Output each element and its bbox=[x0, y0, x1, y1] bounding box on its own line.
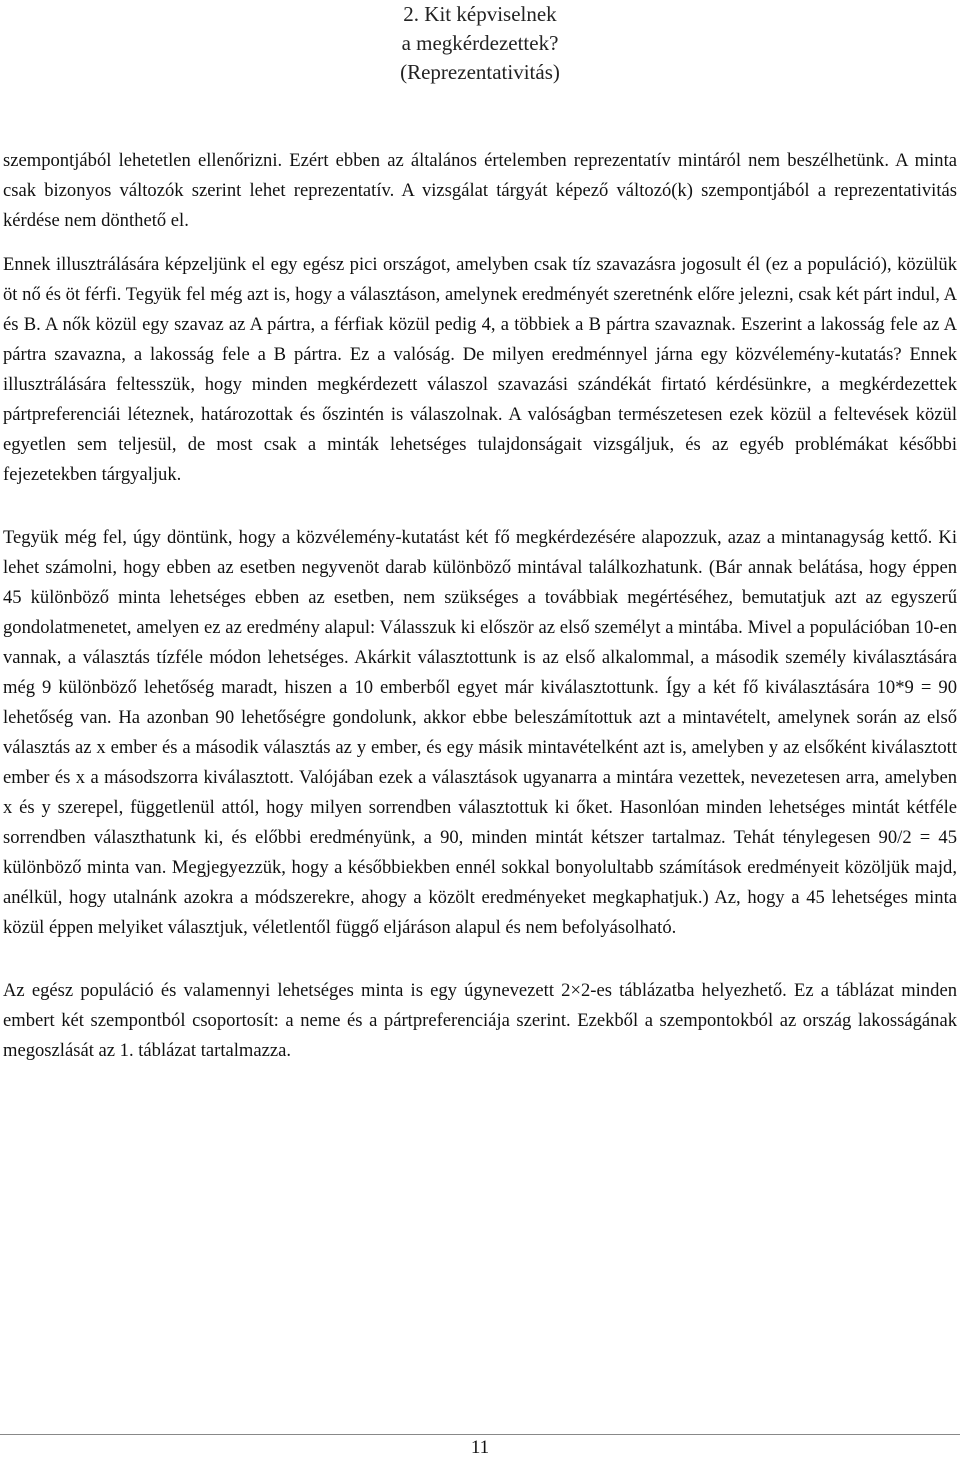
page-number: 11 bbox=[470, 1437, 490, 1458]
paragraph: Ennek illusztrálására képzeljünk el egy egész pici országot, amelyben csak tíz szavazásra jogosult él (ez a populáció), közülük öt nő és öt férfi. Tegyük fel még azt is, hogy a választáson, amelynek eredményét szeretnénk előre jelezni, csak két párt indul, A és B. A nők közül egy szavaz az A pártra, a férfiak közül pedig 4, a többiek a B pártra szavaznak. Eszerint a lakosság fele az A pártra szavazna, a lakosság fele a B pártra. Ez a valóság. De milyen eredménnyel járna egy közvélemény-kutatás? Ennek illusztrálására feltesszük, hogy minden megkérdezett válaszol szavazási szándékát firtató kérdésünkre, a megkérdezettek pártpreferenciái léteznek, határozottak és őszintén is válaszolnak. A valóságban természetesen ezek közül a feltevések közül egyetlen sem teljesül, de most csak a minták lehetséges tulajdonságait vizsgáljuk, és az egyéb problémákat későbbi fejezetekben tárgyaljuk. bbox=[3, 254, 957, 485]
running-header bbox=[330, 0, 630, 87]
header-line-subtitle: (Reprezentativitás) bbox=[400, 60, 560, 84]
footer-divider bbox=[0, 1434, 960, 1435]
paragraph: szempontjából lehetetlen ellenőrizni. Ezért ebben az általános értelemben reprezentatív mintáról nem beszélhetünk. A minta csak bizonyos változók szerint lehet reprezentatív. A vizsgálat tárgyát képező változó(k) szempontjából a reprezentativitás kérdése nem dönthető el. bbox=[3, 150, 957, 231]
body-text bbox=[3, 146, 957, 1066]
header-line-chapter: 2. Kit képviselnek bbox=[403, 2, 557, 26]
paragraph: Az egész populáció és valamennyi lehetséges minta is egy úgynevezett 2×2-es táblázatba helyezhető. Ez a táblázat minden embert két szempontból csoportosít: a neme és a pártpreferenciája szerint. Ezekből a szempontokból az ország lakosságának megoszlását az 1. táblázat tartalmazza. bbox=[3, 980, 957, 1061]
paragraph: Tegyük még fel, úgy döntünk, hogy a közvélemény-kutatást két fő megkérdezésére alapozzuk, azaz a mintanagyság kettő. Ki lehet számolni, hogy ebben az esetben negyvenöt darab különböző mintával találkozhatunk. (Bár annak belátása, hogy éppen 45 különböző minta lehetséges ebben az esetben, nem szükséges a továbbiak megértéséhez, bemutatjuk azt az egyszerű gondolatmenetet, amelyen ez az eredmény alapul: Válasszuk ki először az első személyt a mintába. Mivel a populációban 10-en vannak, a választás tízféle módon lehetséges. Akárkit választottunk is az első alkalommal, a második személy kiválasztására még 9 különböző lehetőség maradt, hiszen a 10 emberből egyet már kiválasztottunk. Így a két fő kiválasztására 10*9 = 90 lehetőség van. Ha azonban 90 lehetőségre gondolunk, akkor ebbe beleszámítottuk azt a mintavételt, amelynek során az első választás az x ember és a második választás az y ember, és egy másik mintavételként azt is, amelyben y az elsőként kiválasztott ember és x a másodszorra kiválasztott. Valójában ezek a választások ugyanarra a mintára vezettek, nevezetesen arra, amelyben x és y szerepel, függetlenül attól, hogy milyen sorrendben választottuk ki őket. Hasonlóan minden lehetséges mintát kétféle sorrendben választhatunk ki, és előbbi eredményünk, a 90, minden mintát kétszer tartalmaz. Tehát ténylegesen 90/2 = 45 különböző minta van. Megjegyezzük, hogy a későbbiekben ennél sokkal bonyolultabb számítások eredményeit közöljük majd, anélkül, hogy utalnánk azokra a módszerekre, ahogy a közölt eredményeket megkaphatjuk.) Az, hogy a 45 lehetséges minta közül éppen melyiket választjuk, véletlentől függő eljáráson alapul és nem befolyásolható. bbox=[3, 527, 957, 938]
header-line-title: a megkérdezettek? bbox=[401, 31, 559, 55]
